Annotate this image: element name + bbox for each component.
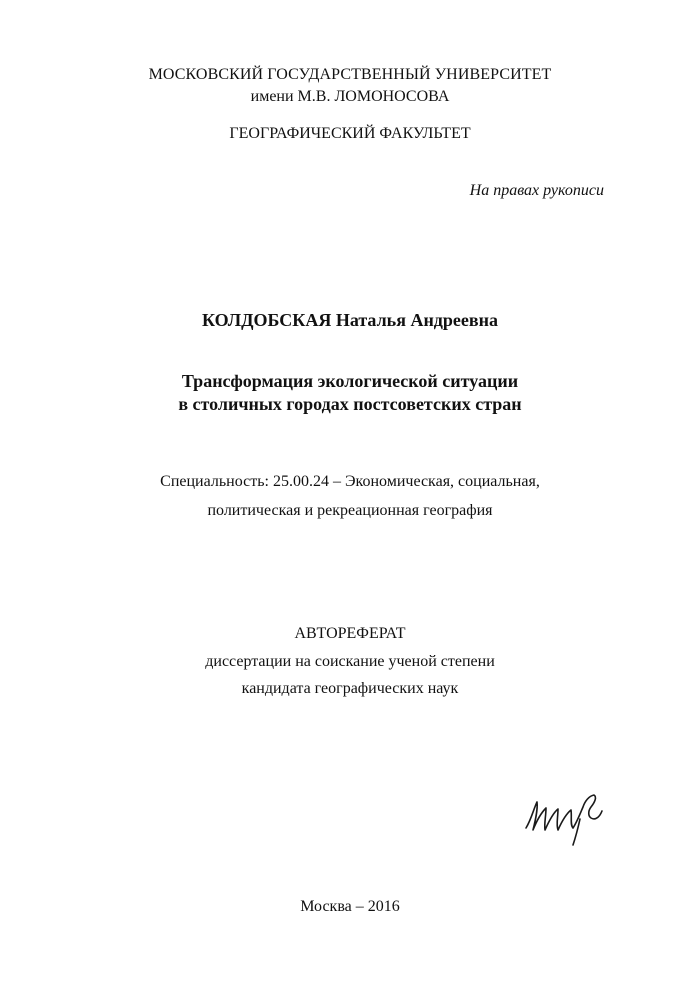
degree-line2: кандидата географических наук [241,680,459,697]
abstract-heading: АВТОРЕФЕРАТ [294,625,406,642]
author-name: КОЛДОБСКАЯ Наталья Андреевна [202,310,498,330]
manuscript-rights-note: На правах рукописи [469,182,604,199]
dissertation-title-line2: в столичных городах постсоветских стран [178,394,522,414]
university-name-line2: имени М.В. ЛОМОНОСОВА [250,88,450,105]
dissertation-title-line1: Трансформация экологической ситуации [181,371,519,391]
degree-line1: диссертации на соискание ученой степени [205,653,495,670]
specialty-line2: политическая и рекреационная география [207,502,493,519]
specialty-line1: Специальность: 25.00.24 – Экономическая, социальная, [160,473,540,490]
faculty-name: ГЕОГРАФИЧЕСКИЙ ФАКУЛЬТЕТ [229,125,471,142]
university-name: МОСКОВСКИЙ ГОСУДАРСТВЕННЫЙ УНИВЕРСИТЕТ [148,66,552,83]
city-year: Москва – 2016 [300,898,400,915]
handwritten-signature [522,790,606,850]
